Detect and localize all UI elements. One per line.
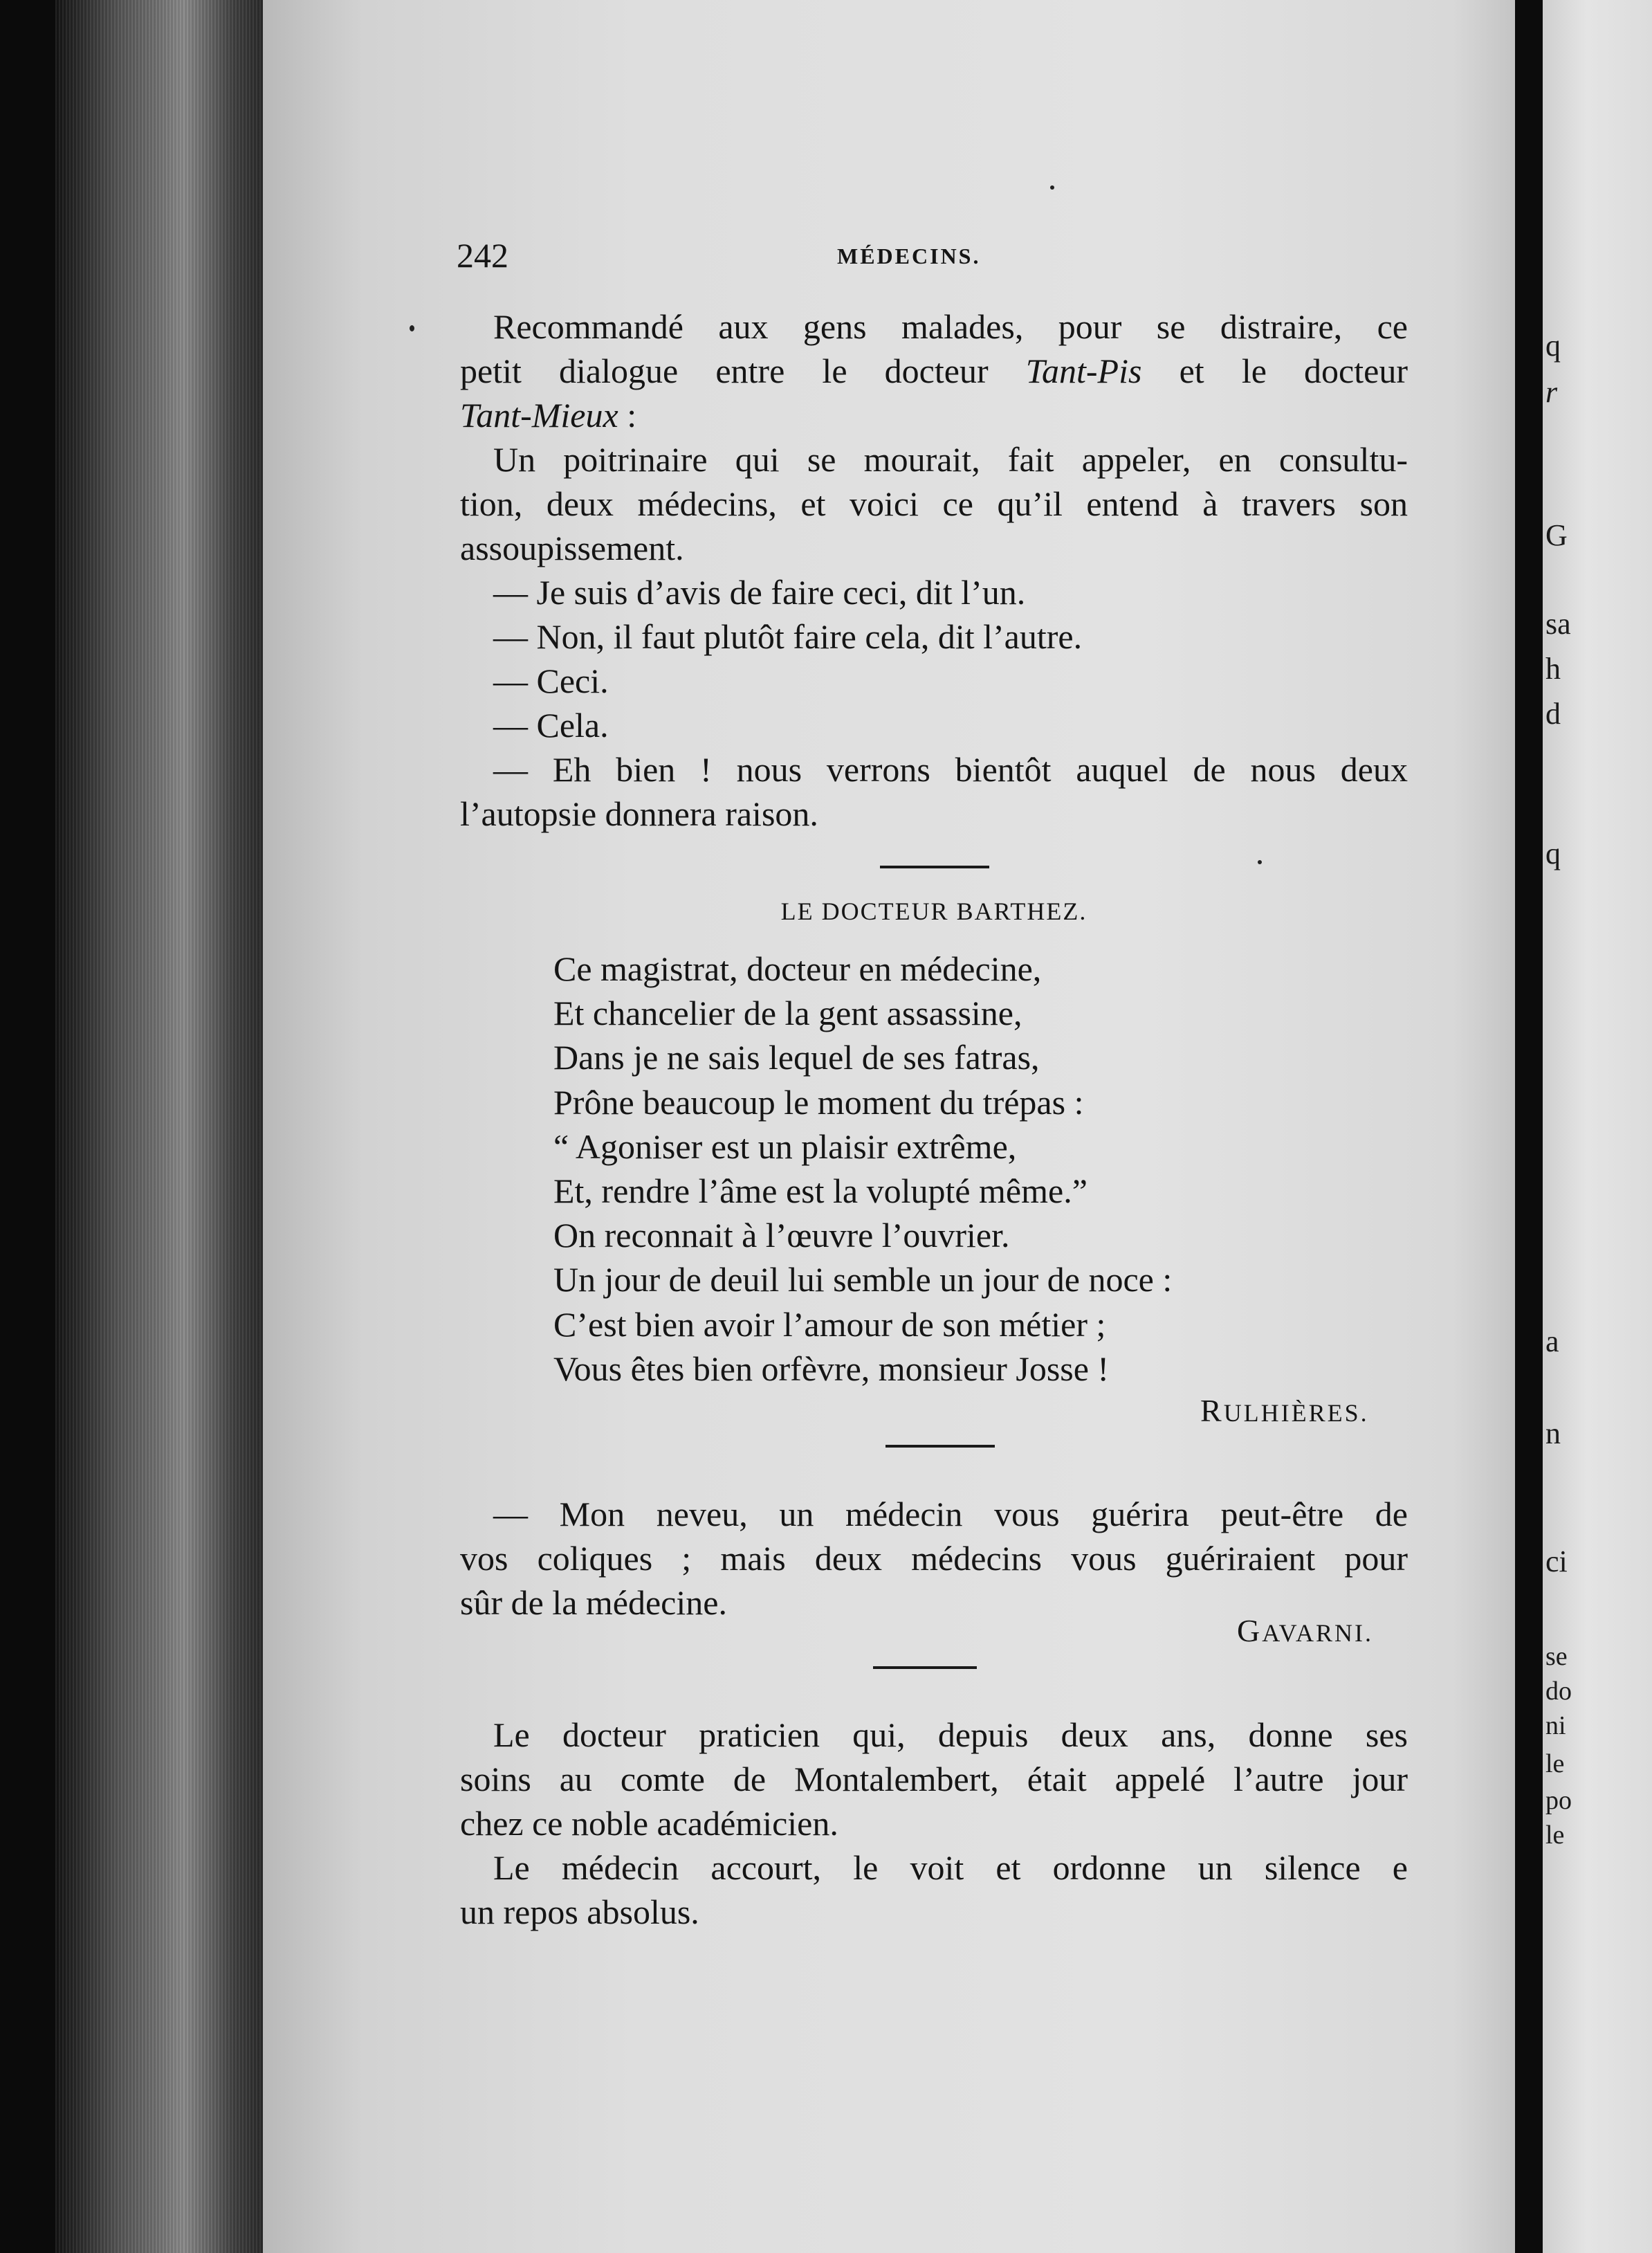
- next-page-margin: [1543, 0, 1652, 2253]
- poem-line: Vous êtes bien orfèvre, monsieur Josse !: [553, 1349, 1110, 1388]
- next-page-fragment: le: [1545, 1821, 1565, 1850]
- print-speck: [1050, 185, 1054, 190]
- author-initial: R: [1200, 1393, 1224, 1428]
- montalembert-line: Le médecin accourt, le voit et ordonne un silence e: [493, 1848, 1408, 1887]
- page-gutter: [1515, 0, 1543, 2253]
- dialogue-line: tion, deux médecins, et voici ce qu’il entend à travers son: [460, 484, 1408, 523]
- gavarni-line: vos coliques ; mais deux médecins vous guériraient pour: [460, 1539, 1408, 1578]
- running-head: [457, 235, 1411, 277]
- section-rule: [885, 1445, 995, 1448]
- next-page-fragment: se: [1545, 1642, 1568, 1671]
- dialogue-line: — Je suis d’avis de faire ceci, dit l’un.: [493, 573, 1026, 612]
- intro-line-2: [460, 349, 1408, 393]
- section-title: LE DOCTEUR BARTHEZ.: [780, 897, 1087, 925]
- next-page-fragment: a: [1545, 1324, 1559, 1358]
- running-head-title: MÉDECINS.: [837, 244, 981, 268]
- author-attribution: [1200, 1392, 1369, 1429]
- next-page-fragment: G: [1545, 518, 1568, 552]
- poem: [553, 947, 1172, 1391]
- next-page-fragment: le: [1545, 1749, 1565, 1778]
- author-name: ULHIÈRES.: [1223, 1399, 1369, 1427]
- poem-line: C’est bien avoir l’amour de son métier ;: [553, 1304, 1106, 1344]
- poem-line: Et, rendre l’âme est la volupté même.”: [553, 1171, 1087, 1211]
- book-spine-edge: [55, 0, 263, 2253]
- section-rule: [873, 1666, 977, 1669]
- dialogue-line: — Non, il faut plutôt faire cela, dit l’autre.: [493, 617, 1083, 656]
- intro-line-1: Recommandé aux gens malades, pour se distraire, ce: [493, 307, 1408, 346]
- author-name: AVARNI.: [1262, 1619, 1373, 1647]
- intro-text: et le docteur: [1141, 352, 1408, 390]
- author-attribution: [1237, 1612, 1373, 1649]
- page-number: 242: [457, 236, 508, 275]
- poem-line: Et chancelier de la gent assassine,: [553, 994, 1022, 1033]
- next-page-fragment: r: [1545, 375, 1558, 409]
- poem-line: Ce magistrat, docteur en médecine,: [553, 949, 1042, 988]
- intro-text: petit dialogue entre le docteur: [460, 352, 1026, 390]
- poem-line: “ Agoniser est un plaisir extrême,: [553, 1126, 1017, 1166]
- next-page-fragment: sa: [1545, 607, 1571, 641]
- dialogue-line: — Ceci.: [493, 662, 609, 700]
- gavarni-line: sûr de la médecine.: [460, 1583, 727, 1622]
- dialogue-line: Un poitrinaire qui se mourait, fait appeler, en consultu-: [493, 440, 1408, 479]
- dialogue-line: l’autopsie donnera raison.: [460, 794, 818, 833]
- next-page-fragment: q: [1545, 329, 1561, 363]
- tant-mieux: Tant-Mieux: [460, 396, 618, 435]
- intro-line-3: [460, 393, 1408, 437]
- dialogue-line: — Eh bien ! nous verrons bientôt auquel de nous deux: [493, 750, 1408, 789]
- tant-pis: Tant-Pis: [1025, 352, 1142, 390]
- dialogue-line: — Cela.: [493, 706, 609, 745]
- next-page-fragment: d: [1545, 697, 1561, 731]
- next-page-fragment: ci: [1545, 1544, 1568, 1578]
- page-edge-lines: [55, 0, 263, 2253]
- montalembert-line: soins au comte de Montalembert, était appelé l’autre jour: [460, 1760, 1408, 1798]
- next-page-fragment: h: [1545, 652, 1561, 686]
- next-page-fragment: do: [1545, 1677, 1572, 1706]
- gavarni-line: — Mon neveu, un médecin vous guérira peut-être de: [493, 1495, 1408, 1533]
- poem-line: Un jour de deuil lui semble un jour de noce :: [553, 1260, 1173, 1299]
- montalembert-line: chez ce noble académicien.: [460, 1804, 838, 1843]
- poem-line: On reconnait à l’œuvre l’ouvrier.: [553, 1216, 1010, 1255]
- author-initial: G: [1237, 1613, 1263, 1648]
- poem-line: Prône beaucoup le moment du trépas :: [553, 1082, 1084, 1122]
- print-speck: [410, 325, 414, 331]
- next-page-fragment: ni: [1545, 1711, 1566, 1740]
- montalembert-line: Le docteur praticien qui, depuis deux ans, donne ses: [493, 1715, 1408, 1754]
- poem-line: Dans je ne sais lequel de ses fatras,: [553, 1038, 1040, 1077]
- next-page-fragment: n: [1545, 1416, 1561, 1450]
- section-rule: [880, 866, 989, 868]
- next-page-fragment: q: [1545, 837, 1561, 870]
- montalembert-line: un repos absolus.: [460, 1892, 699, 1931]
- dialogue-line: assoupissement.: [460, 529, 684, 567]
- next-page-fragment: po: [1545, 1786, 1572, 1815]
- print-speck: [1258, 860, 1262, 864]
- intro-text: :: [618, 396, 637, 435]
